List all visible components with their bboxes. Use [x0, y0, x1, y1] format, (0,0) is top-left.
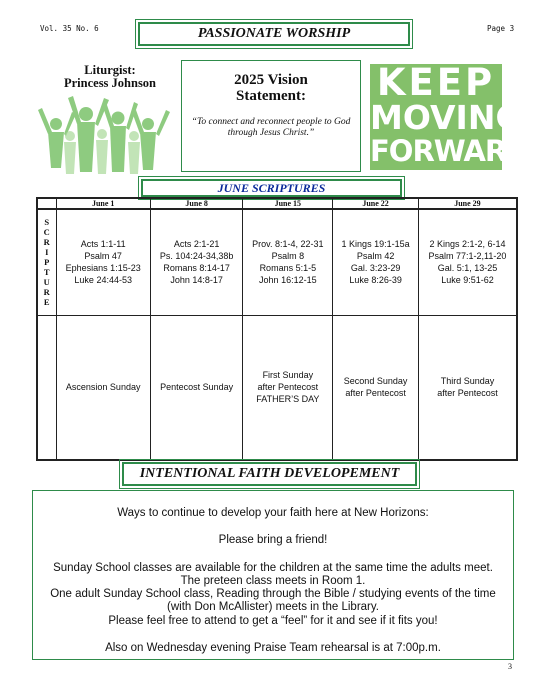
graphic-word-keep: KEEP: [376, 61, 496, 104]
readings-cell: Acts 1:1-11 Psalm 47 Ephesians 1:15-23 Luke 24:44-53: [56, 209, 150, 315]
scripture-side-label: S C R I P T U R E: [37, 209, 56, 315]
readings-row: [37, 209, 517, 315]
intentional-faith-banner: INTENTIONAL FAITH DEVELOPEMENT: [122, 462, 417, 486]
graphic-word-forward: FORWARD: [370, 134, 530, 168]
date-header: June 22: [333, 198, 419, 209]
adult-class-text: One adult Sunday School class, Reading through the Bible / studying events of the time: [50, 588, 496, 601]
vision-statement-box: [181, 60, 361, 172]
june-scriptures-banner: JUNE SCRIPTURES: [141, 179, 402, 197]
table-header-row: [37, 198, 517, 209]
date-header: June 8: [150, 198, 243, 209]
volume-label: Vol. 35 No. 6: [40, 24, 99, 33]
date-header: June 29: [418, 198, 517, 209]
date-header: June 15: [243, 198, 333, 209]
praise-team-text: Also on Wednesday evening Praise Team rehearsal is at 7:00p.m.: [105, 642, 441, 655]
observance-row: [37, 315, 517, 460]
header-corner-cell: [37, 198, 56, 209]
sunday-school-text: Sunday School classes are available for the children at the same time the adults meet.: [53, 561, 493, 574]
date-header: June 1: [56, 198, 150, 209]
scripture-schedule-table: [36, 197, 518, 461]
keep-moving-forward-graphic: [370, 61, 530, 170]
readings-cell: Prov. 8:1-4, 22-31 Psalm 8 Romans 5:1-5 John 16:12-15: [243, 209, 333, 315]
liturgist-label: Liturgist:: [84, 63, 136, 77]
vision-quote: “To connect and reconnect people to God through Jesus Christ.”: [191, 117, 351, 138]
observance-cell: Ascension Sunday: [56, 315, 150, 460]
faith-intro: Ways to continue to develop your faith here at New Horizons:: [117, 507, 429, 519]
vision-title: 2025 Vision Statement:: [234, 72, 308, 104]
observance-cell: Second Sunday after Pentecost: [333, 315, 419, 460]
observance-cell: First Sunday after Pentecost FATHER’S DAY: [243, 315, 333, 460]
invitation-text: Please feel free to attend to get a “feel” for it and see if it fits you!: [108, 614, 438, 627]
readings-cell: Acts 2:1-21 Ps. 104:24-34,38b Romans 8:14-17 John 14:8-17: [150, 209, 243, 315]
observance-cell: Pentecost Sunday: [150, 315, 243, 460]
faith-development-box: [32, 490, 514, 660]
page-label: Page 3: [487, 24, 515, 33]
adult-class-location-text: (with Don McAllister) meets in the Library.: [167, 601, 379, 614]
observance-side-cell: [37, 315, 56, 460]
readings-cell: 1 Kings 19:1-15a Psalm 42 Gal. 3:23-29 Luke 8:26-39: [333, 209, 419, 315]
liturgist-name: Princess Johnson: [63, 76, 157, 90]
preteen-class-text: The preteen class meets in Room 1.: [180, 574, 366, 587]
observance-cell: Third Sunday after Pentecost: [418, 315, 517, 460]
passionate-worship-banner: PASSIONATE WORSHIP: [138, 22, 410, 46]
worship-figures-illustration: [34, 88, 176, 176]
liturgist-block: [58, 64, 162, 90]
bring-friend-text: Please bring a friend!: [218, 534, 328, 547]
footer-page-number: 3: [508, 662, 512, 671]
readings-cell: 2 Kings 2:1-2, 6-14 Psalm 77:1-2,11-20 Gal. 5:1, 13-25 Luke 9:51-62: [418, 209, 517, 315]
graphic-word-moving: MOVING: [370, 98, 523, 137]
